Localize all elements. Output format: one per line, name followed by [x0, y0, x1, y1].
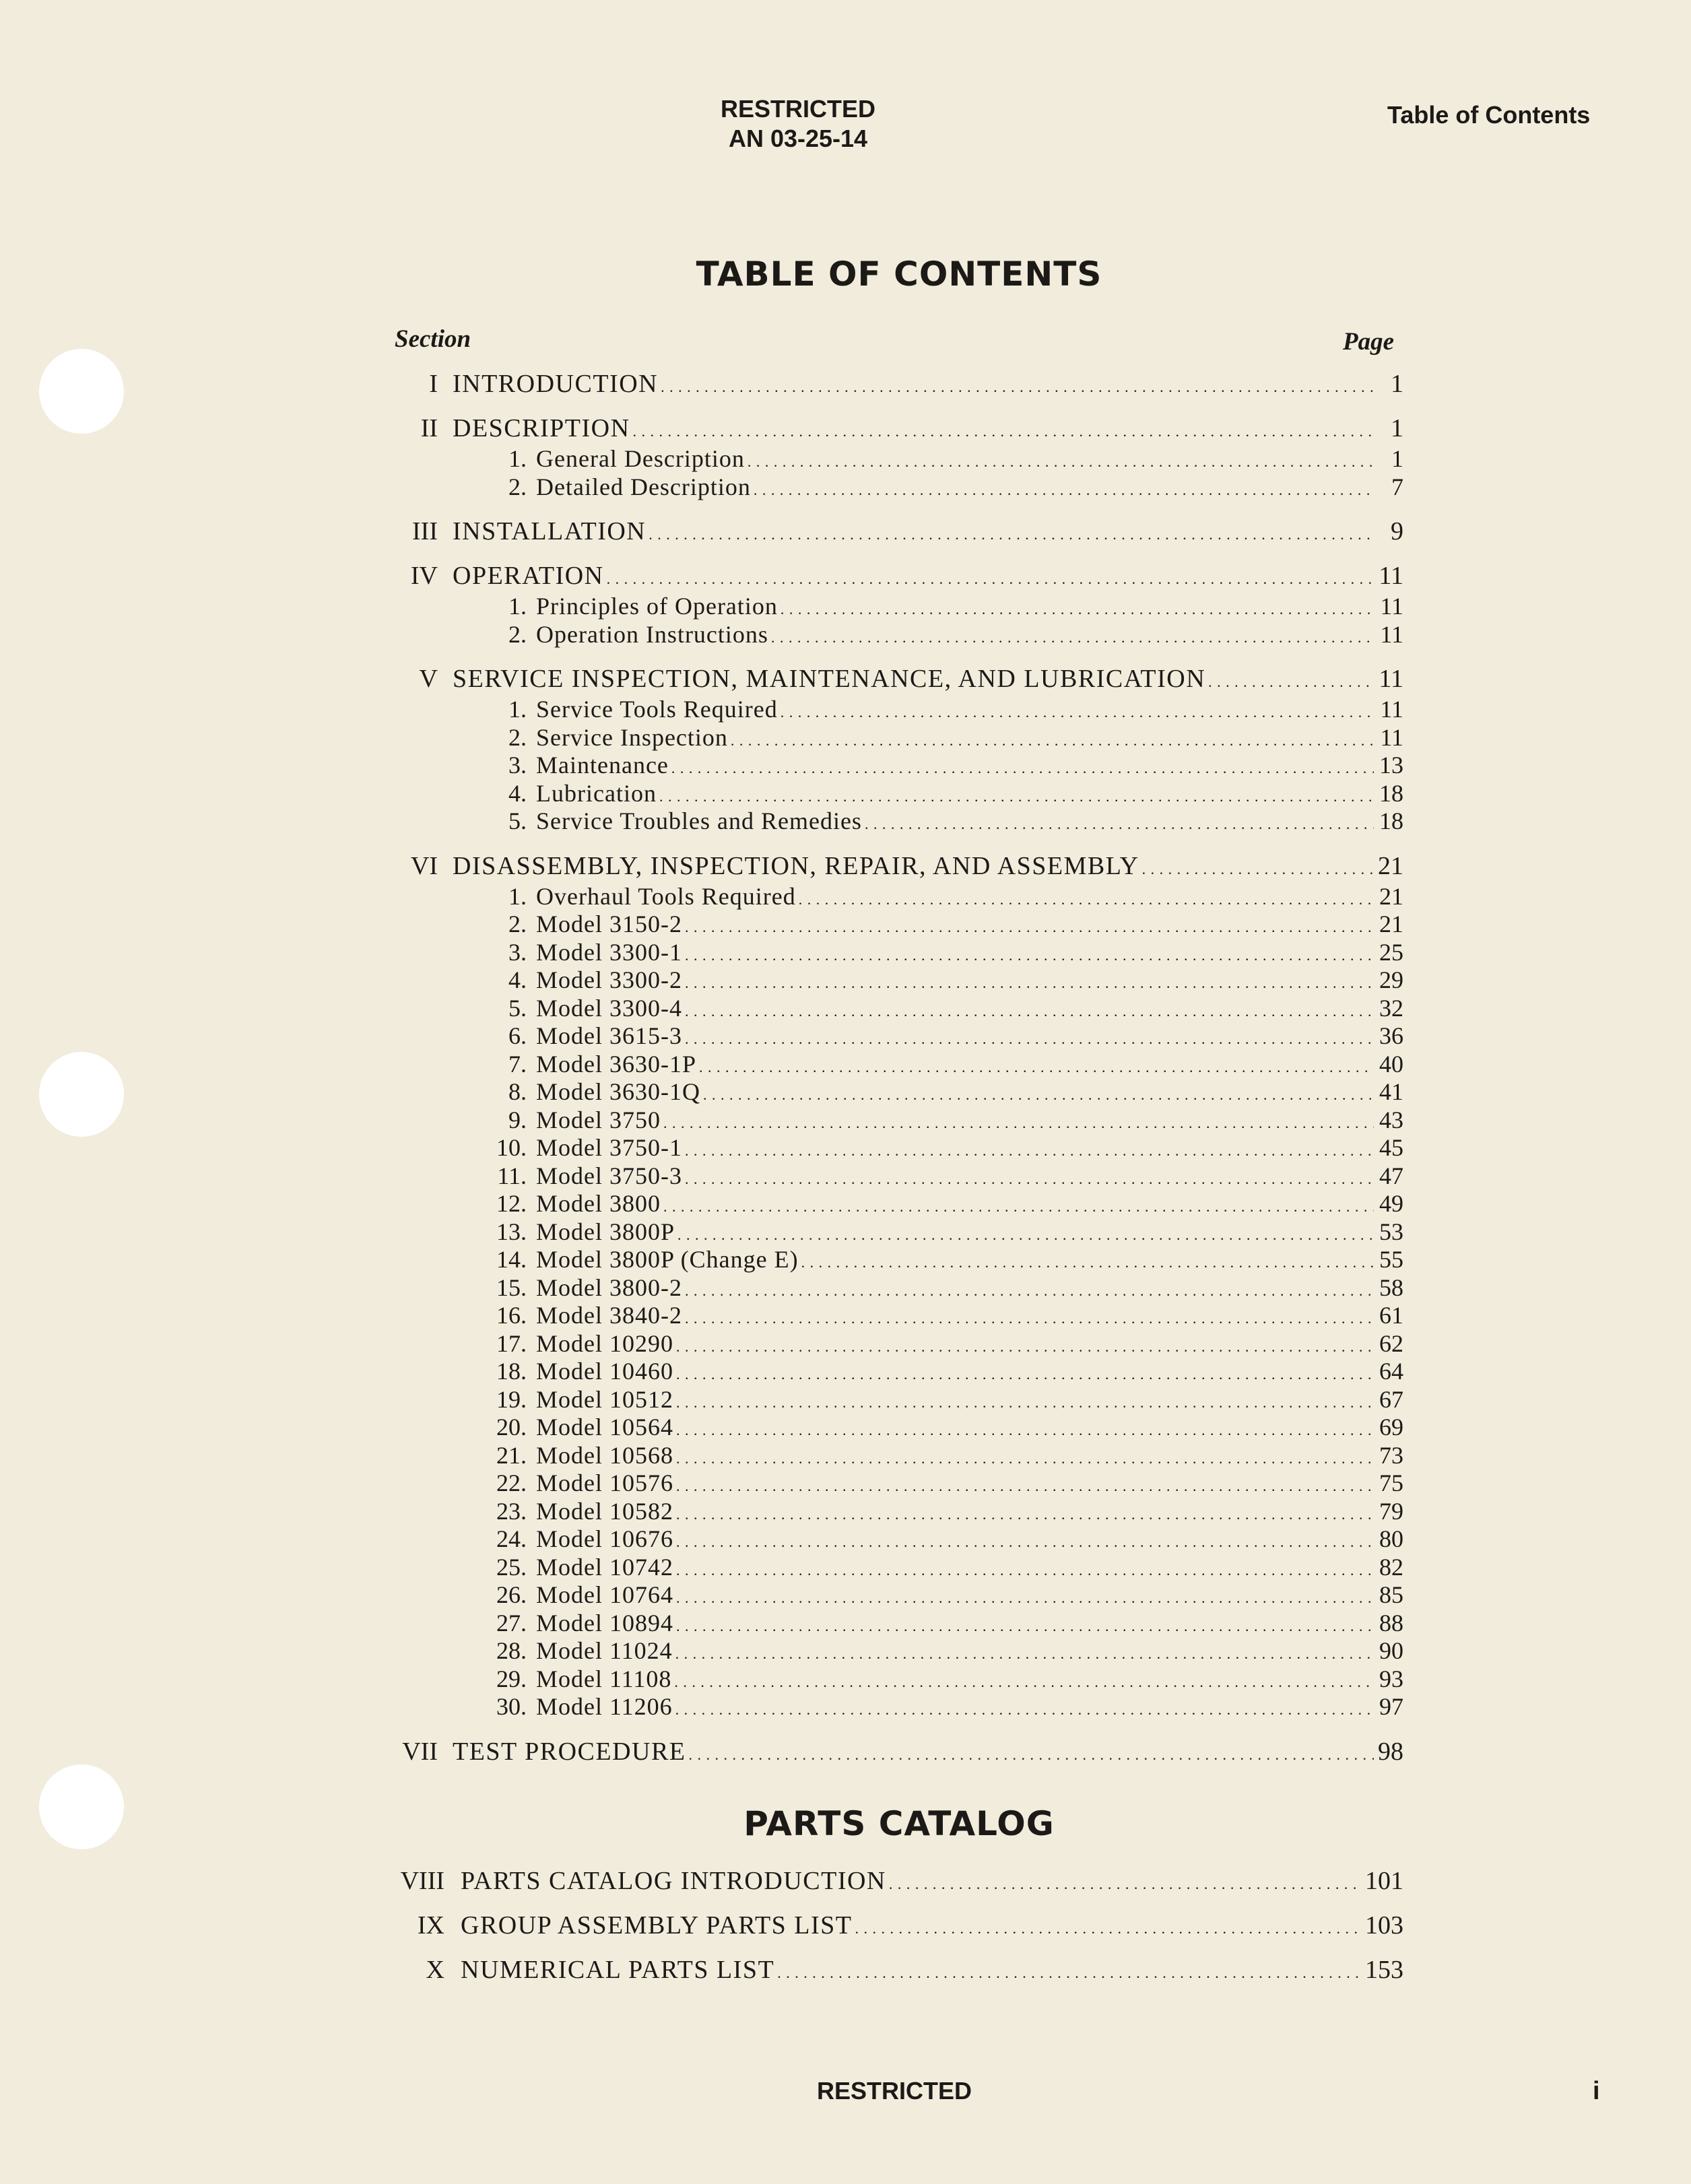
toc-subsection-row [377, 1497, 1403, 1524]
toc-entry-page: 67 [1379, 1385, 1403, 1413]
toc-entry-page: 45 [1379, 1134, 1403, 1161]
toc-entry-title: Model 3300-2 [536, 966, 682, 993]
toc-dot-leader [781, 695, 1374, 723]
toc-entry-number: III [412, 517, 438, 545]
toc-entry-number: 14. [496, 1246, 527, 1273]
toc-entry-number: 2. [508, 473, 527, 500]
toc-entry-title: PARTS CATALOG INTRODUCTION [461, 1866, 886, 1895]
toc-entry-number: 16. [496, 1302, 527, 1329]
punch-hole-middle [39, 1052, 124, 1137]
toc-entry-page: 32 [1379, 994, 1403, 1022]
toc-entry-page: 75 [1379, 1469, 1403, 1496]
toc-dot-leader [663, 1106, 1374, 1134]
toc-subsection-row [377, 807, 1403, 834]
toc-entry-page: 11 [1380, 723, 1403, 751]
toc-entry-page: 41 [1379, 1078, 1403, 1105]
toc-entry-title: Model 11024 [536, 1637, 673, 1664]
toc-entry-page: 153 [1365, 1955, 1403, 1984]
toc-subsection-row [377, 751, 1403, 778]
toc-entry-number: 30. [496, 1693, 527, 1720]
toc-entry-number: 22. [496, 1469, 527, 1496]
toc-entry-page: 21 [1378, 851, 1403, 880]
toc-subsection-row [377, 882, 1403, 909]
toc-subsection-row [377, 938, 1403, 965]
toc-entry-page: 98 [1378, 1737, 1403, 1766]
toc-entry-page: 36 [1379, 1022, 1403, 1049]
toc-dot-leader [799, 882, 1374, 911]
toc-entry-title: Model 10742 [536, 1553, 673, 1581]
toc-entry-number: 5. [508, 994, 527, 1022]
toc-section-row [377, 369, 1403, 397]
toc-dot-leader [685, 1301, 1374, 1329]
toc-entry-number: 25. [496, 1553, 527, 1581]
toc-dot-leader [676, 1413, 1374, 1441]
toc-entry-page: 11 [1380, 620, 1403, 648]
toc-entry-title: Model 3800-2 [536, 1273, 682, 1301]
toc-dot-leader [676, 1469, 1374, 1497]
toc-dot-leader [674, 1665, 1374, 1693]
toc-entry-number: X [426, 1955, 444, 1984]
toc-entry-title: Model 3750-3 [536, 1162, 682, 1189]
parts-catalog-title: PARTS CATALOG [743, 1804, 1055, 1843]
toc-dot-leader [699, 1050, 1374, 1078]
toc-section-row [377, 1911, 1403, 1939]
toc-entry-title: Lubrication [536, 779, 657, 807]
toc-entry-number: 6. [508, 1022, 527, 1049]
toc-dot-leader [633, 413, 1374, 443]
toc-entry-title: Model 3750-1 [536, 1134, 682, 1161]
toc-subsection-row [377, 1133, 1403, 1160]
toc-subsection-row [377, 1385, 1403, 1412]
toc-subsection-row [377, 1189, 1403, 1216]
toc-subsection-row [377, 1050, 1403, 1077]
toc-dot-leader [855, 1911, 1362, 1940]
toc-entry-number: IV [410, 562, 438, 590]
toc-entry-title: Model 11108 [536, 1665, 672, 1692]
toc-entry-number: 3. [508, 752, 527, 779]
toc-entry-number: 5. [508, 807, 527, 834]
toc-dot-leader [676, 1441, 1374, 1469]
toc-dot-leader [1142, 851, 1374, 881]
toc-entry-number: 27. [496, 1609, 527, 1636]
toc-entry-number: 23. [496, 1497, 527, 1525]
toc-entry-title: Model 3615-3 [536, 1022, 682, 1049]
section-column-label: Section [395, 325, 471, 353]
toc-subsection-row [377, 994, 1403, 1021]
toc-subsection-row [377, 1301, 1403, 1328]
toc-entry-page: 11 [1379, 562, 1403, 590]
toc-entry-title: General Description [536, 445, 745, 472]
toc-dot-leader [675, 1692, 1374, 1721]
toc-dot-leader [865, 807, 1374, 835]
toc-entry-page: 47 [1379, 1162, 1403, 1189]
toc-subsection-row [377, 1245, 1403, 1272]
toc-entry-page: 25 [1379, 938, 1403, 966]
toc-subsection-row [377, 695, 1403, 722]
toc-subsection-row [377, 1273, 1403, 1300]
toc-entry-page: 49 [1379, 1190, 1403, 1217]
punch-hole-bottom [39, 1764, 124, 1849]
toc-subsection-row [377, 966, 1403, 993]
toc-entry-page: 90 [1379, 1637, 1403, 1664]
toc-subsection-row [377, 1329, 1403, 1356]
toc-entry-page: 11 [1380, 696, 1403, 723]
toc-entry-number: 2. [508, 911, 527, 937]
footer-page-number: i [1593, 2077, 1600, 2105]
toc-section-row [377, 413, 1403, 442]
toc-subsection-row [377, 1525, 1403, 1552]
toc-entry-title: TEST PROCEDURE [453, 1737, 686, 1766]
toc-entry-page: 13 [1379, 752, 1403, 779]
toc-section-row [377, 851, 1403, 880]
toc-entry-page: 58 [1379, 1273, 1403, 1301]
toc-section-row [377, 1737, 1403, 1765]
toc-dot-leader [801, 1245, 1374, 1273]
toc-entry-title: Model 10460 [536, 1358, 673, 1385]
toc-subsection-row [377, 592, 1403, 619]
toc-entry-page: 1 [1391, 370, 1403, 398]
toc-entry-page: 97 [1379, 1693, 1403, 1720]
toc-dot-leader [777, 1955, 1362, 1985]
toc-entry-title: Model 10894 [536, 1609, 673, 1636]
toc-dot-leader [1208, 664, 1374, 694]
toc-dot-leader [685, 1133, 1374, 1162]
toc-dot-leader [661, 369, 1374, 399]
toc-entry-title: Model 11206 [536, 1693, 673, 1720]
toc-entry-number: 20. [496, 1414, 527, 1441]
toc-entry-title: Model 10764 [536, 1581, 673, 1608]
toc-subsection-row [377, 1413, 1403, 1440]
toc-dot-leader [676, 1525, 1374, 1553]
toc-dot-leader [675, 1636, 1374, 1665]
toc-entry-page: 82 [1379, 1553, 1403, 1581]
toc-dot-leader [781, 592, 1374, 620]
toc-entry-number: 26. [496, 1581, 527, 1608]
toc-subsection-row [377, 1357, 1403, 1384]
toc-entry-number: 1. [508, 696, 527, 723]
toc-dot-leader [649, 517, 1374, 546]
toc-entry-page: 93 [1379, 1665, 1403, 1692]
toc-entry-page: 1 [1391, 414, 1403, 442]
toc-entry-title: Model 3750 [536, 1106, 661, 1133]
toc-entry-number: 29. [496, 1665, 527, 1692]
toc-entry-title: DESCRIPTION [453, 414, 630, 442]
toc-entry-title: Service Troubles and Remedies [536, 807, 862, 834]
page-header [721, 94, 875, 154]
toc-subsection-row [377, 1692, 1403, 1719]
toc-entry-title: Model 3840-2 [536, 1302, 682, 1329]
toc-entry-title: OPERATION [453, 562, 604, 590]
toc-dot-leader [703, 1078, 1374, 1106]
toc-entry-title: INTRODUCTION [453, 370, 659, 398]
toc-entry-page: 18 [1379, 807, 1403, 834]
toc-entry-page: 43 [1379, 1106, 1403, 1133]
toc-subsection-row [377, 1469, 1403, 1496]
toc-entry-page: 40 [1379, 1050, 1403, 1078]
toc-entry-title: SERVICE INSPECTION, MAINTENANCE, AND LUBRICATION [453, 665, 1206, 693]
toc-entry-page: 85 [1379, 1581, 1403, 1608]
toc-entry-title: Model 10512 [536, 1385, 673, 1413]
toc-entry-page: 53 [1379, 1218, 1403, 1245]
toc-entry-number: 2. [508, 723, 527, 751]
toc-entry-number: 1. [508, 882, 527, 910]
toc-subsection-row [377, 1106, 1403, 1133]
toc-entry-page: 11 [1380, 593, 1403, 620]
toc-entry-title: Model 3630-1P [536, 1050, 696, 1078]
toc-entry-page: 101 [1365, 1866, 1403, 1895]
toc-subsection-row [377, 1162, 1403, 1189]
toc-dot-leader [754, 473, 1374, 501]
toc-dot-leader [685, 910, 1374, 938]
toc-entry-number: 10. [496, 1134, 527, 1161]
toc-entry-number: 12. [496, 1190, 527, 1217]
toc-entry-number: 21. [496, 1441, 527, 1469]
toc-section-row [377, 561, 1403, 589]
toc-dot-leader [676, 1581, 1374, 1609]
footer-restricted: RESTRICTED [816, 2077, 972, 2105]
toc-entry-number: 11. [497, 1162, 527, 1189]
toc-entry-page: 9 [1391, 517, 1403, 545]
toc-entry-page: 88 [1379, 1609, 1403, 1636]
toc-entry-number: 1. [508, 445, 527, 472]
toc-entry-page: 69 [1379, 1414, 1403, 1441]
toc-dot-leader [676, 1357, 1374, 1385]
header-doc-number: AN 03-25-14 [728, 125, 868, 152]
toc-entry-number: V [419, 665, 438, 693]
toc-entry-title: Model 3800P [536, 1218, 675, 1245]
toc-dot-leader [685, 1273, 1374, 1302]
toc-section-row [377, 1866, 1403, 1894]
toc-subsection-row [377, 1078, 1403, 1104]
toc-subsection-row [377, 1581, 1403, 1608]
toc-dot-leader [663, 1189, 1374, 1218]
header-section-label: Table of Contents [1387, 101, 1591, 129]
toc-entry-title: GROUP ASSEMBLY PARTS LIST [461, 1911, 853, 1940]
toc-subsection-row [377, 910, 1403, 937]
toc-entry-page: 11 [1379, 665, 1403, 693]
toc-subsection-row [377, 779, 1403, 806]
toc-entry-title: Service Tools Required [536, 696, 778, 723]
toc-subsection-row [377, 620, 1403, 647]
toc-entry-title: Model 10564 [536, 1414, 673, 1441]
toc-dot-leader [676, 1553, 1374, 1581]
toc-dot-leader [685, 994, 1374, 1022]
toc-dot-leader [748, 444, 1374, 473]
toc-dot-leader [685, 1162, 1374, 1190]
toc-entry-title: Model 10290 [536, 1329, 673, 1357]
toc-entry-number: 9. [508, 1106, 527, 1133]
toc-dot-leader [889, 1866, 1362, 1896]
toc-entry-page: 103 [1365, 1911, 1403, 1940]
toc-entry-number: 4. [508, 779, 527, 807]
toc-entry-title: Model 3300-1 [536, 938, 682, 966]
toc-subsection-row [377, 1218, 1403, 1245]
toc-entry-title: Model 3150-2 [536, 911, 682, 937]
toc-dot-leader [731, 723, 1374, 752]
toc-entry-number: 8. [508, 1078, 527, 1105]
toc-entry-title: Operation Instructions [536, 620, 768, 648]
toc-entry-title: Model 3630-1Q [536, 1078, 700, 1105]
toc-entry-page: 79 [1379, 1497, 1403, 1525]
toc-title: TABLE OF CONTENTS [696, 255, 1102, 294]
toc-entry-number: 2. [508, 620, 527, 648]
toc-entry-page: 1 [1391, 445, 1403, 472]
toc-entry-number: 17. [496, 1329, 527, 1357]
toc-dot-leader [676, 1329, 1374, 1358]
punch-hole-top [39, 349, 124, 434]
toc-entry-title: Model 10676 [536, 1525, 673, 1552]
toc-dot-leader [676, 1609, 1374, 1637]
toc-entry-title: DISASSEMBLY, INSPECTION, REPAIR, AND ASSEMBLY [453, 851, 1139, 880]
toc-entry-page: 62 [1379, 1329, 1403, 1357]
toc-dot-leader [685, 966, 1374, 994]
toc-dot-leader [671, 751, 1374, 779]
toc-entry-page: 18 [1379, 779, 1403, 807]
toc-entry-number: 18. [496, 1358, 527, 1385]
toc-subsection-row [377, 1022, 1403, 1049]
header-restricted: RESTRICTED [720, 95, 876, 123]
toc-entry-title: Model 3800P (Change E) [536, 1246, 799, 1273]
page-column-label: Page [1343, 328, 1395, 356]
toc-section-row [377, 517, 1403, 545]
toc-entry-number: II [420, 414, 438, 442]
toc-entry-title: Model 10568 [536, 1441, 673, 1469]
toc-entry-title: Maintenance [536, 752, 669, 779]
toc-entry-page: 73 [1379, 1441, 1403, 1469]
toc-entry-title: Model 10582 [536, 1497, 673, 1525]
toc-dot-leader [685, 938, 1374, 966]
toc-entry-number: 19. [496, 1385, 527, 1413]
toc-dot-leader [659, 779, 1374, 807]
toc-section-row [377, 1955, 1403, 1983]
toc-subsection-row [377, 473, 1403, 500]
toc-entry-title: NUMERICAL PARTS LIST [461, 1955, 775, 1984]
toc-entry-number: I [429, 370, 438, 398]
toc-dot-leader [771, 620, 1374, 649]
toc-entry-title: Overhaul Tools Required [536, 882, 796, 910]
toc-entry-title: Principles of Operation [536, 593, 778, 620]
toc-entry-number: VII [402, 1737, 438, 1766]
toc-entry-page: 21 [1379, 911, 1403, 937]
toc-dot-leader [607, 561, 1374, 591]
toc-entry-number: 13. [496, 1218, 527, 1245]
toc-entry-number: 1. [508, 593, 527, 620]
toc-entry-page: 80 [1379, 1525, 1403, 1552]
toc-subsection-row [377, 444, 1403, 471]
toc-entry-page: 64 [1379, 1358, 1403, 1385]
toc-entry-title: Model 3800 [536, 1190, 661, 1217]
toc-entry-title: Model 10576 [536, 1469, 673, 1496]
toc-entry-number: 3. [508, 938, 527, 966]
toc-entry-number: IX [417, 1911, 444, 1940]
toc-entry-number: 7. [508, 1050, 527, 1078]
toc-entry-number: 15. [496, 1273, 527, 1301]
toc-entry-number: 4. [508, 966, 527, 993]
toc-entry-number: 24. [496, 1525, 527, 1552]
toc-entry-page: 55 [1379, 1246, 1403, 1273]
toc-dot-leader [689, 1737, 1374, 1766]
toc-entry-number: VI [410, 851, 438, 880]
toc-subsection-row [377, 1553, 1403, 1580]
toc-dot-leader [676, 1385, 1374, 1414]
toc-subsection-row [377, 1609, 1403, 1636]
toc-entry-number: VIII [400, 1866, 444, 1895]
toc-entry-title: Service Inspection [536, 723, 728, 751]
toc-section-row [377, 664, 1403, 692]
toc-subsection-row [377, 1441, 1403, 1468]
toc-dot-leader [677, 1218, 1374, 1246]
toc-entry-page: 7 [1391, 473, 1403, 500]
toc-subsection-row [377, 1636, 1403, 1663]
toc-subsection-row [377, 723, 1403, 750]
toc-entry-page: 29 [1379, 966, 1403, 993]
toc-entry-title: Model 3300-4 [536, 994, 682, 1022]
toc-entry-number: 28. [496, 1637, 527, 1664]
toc-dot-leader [685, 1022, 1374, 1050]
toc-entry-page: 21 [1379, 882, 1403, 910]
toc-subsection-row [377, 1665, 1403, 1692]
toc-entry-title: INSTALLATION [453, 517, 646, 545]
toc-entry-page: 61 [1379, 1302, 1403, 1329]
toc-entry-title: Detailed Description [536, 473, 751, 500]
toc-dot-leader [676, 1497, 1374, 1525]
